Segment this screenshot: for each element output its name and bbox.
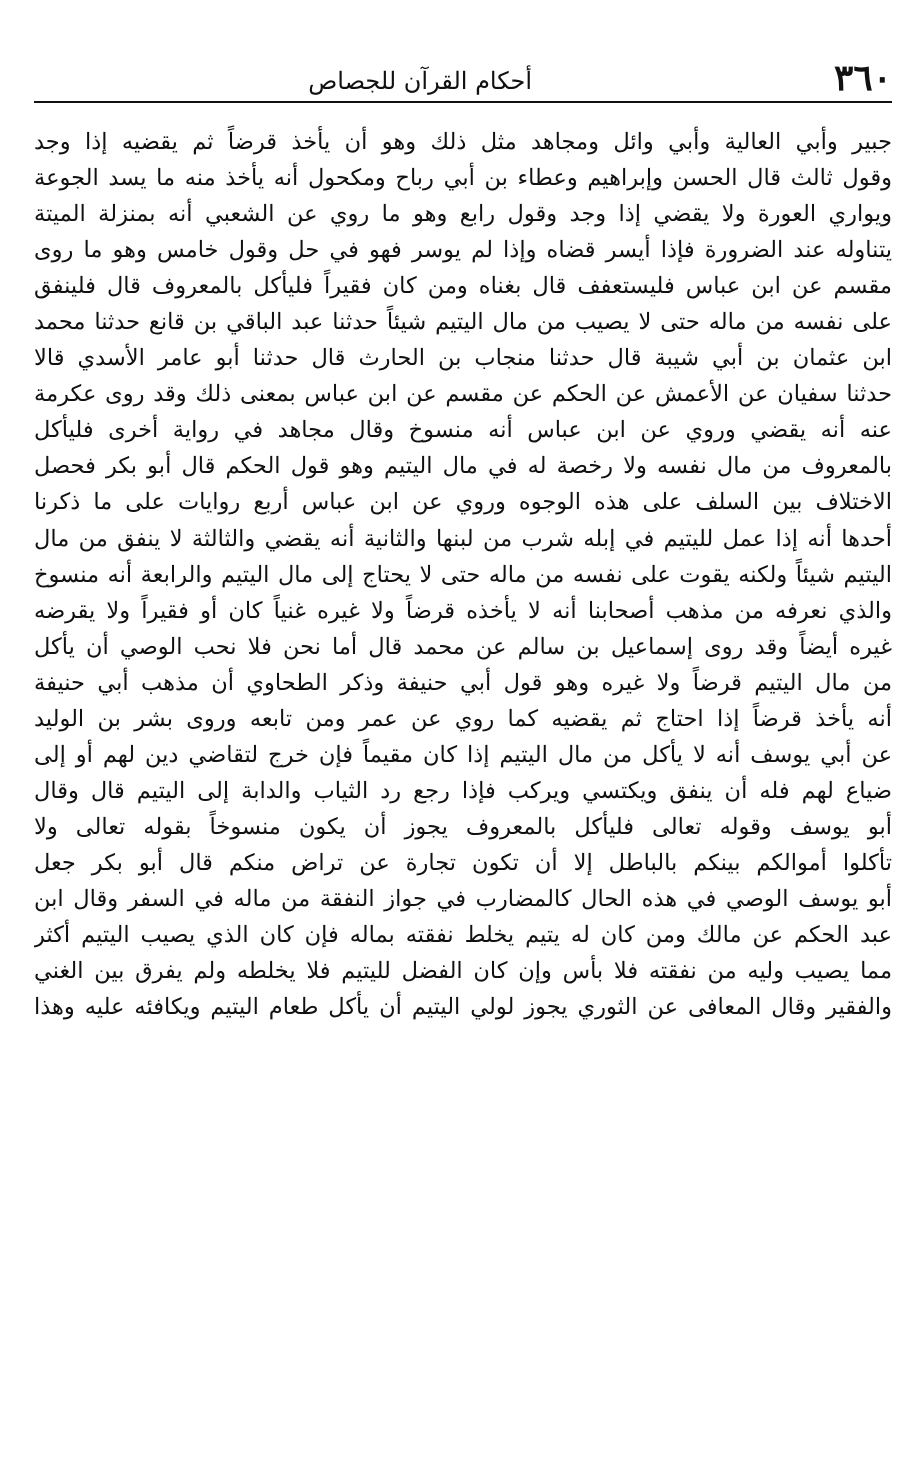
text-line-24: مما يصيب وليه من نفقته فلا بأس وإن كان الفضل لليتيم فلا يخلطه ولم يفرق بين الغني [34,958,892,985]
text-line-21: تأكلوا أموالكم بينكم بالباطل إلا أن تكون تجارة عن تراض منكم قال أبو بكر جعل [34,849,892,876]
text-line-20: أبو يوسف وقوله تعالى فليأكل بالمعروف يجوز أن يكون منسوخاً بقوله تعالى ولا [34,813,892,840]
text-line-5: مقسم عن ابن عباس فليستعفف قال بغناه ومن كان فقيراً فليأكل بالمعروف قال فلينفق [34,273,892,300]
text-line-4: يتناوله عند الضرورة فإذا أيسر قضاه وإذا لم يوسر فهو في حل وقول خامس وهو ما روى [34,237,892,264]
text-line-25: والفقير وقال المعافى عن الثوري يجوز لولي اليتيم أن يأكل طعام اليتيم ويكافئه عليه وهذا [34,994,892,1021]
text-line-12: أحدها أنه إذا عمل لليتيم في إبله شرب من لبنها والثانية أنه يقضي والثالثة لا ينفق من مال [34,525,892,552]
text-line-6: على نفسه من ماله حتى لا يصيب من مال اليتيم شيئاً حدثنا عبد الباقي بن قانع حدثنا محمد [34,309,892,336]
text-line-3: ويواري العورة ولا يقضي إذا وجد وقول رابع وهو ما روي عن الشعبي أنه بمنزلة الميتة [34,201,892,228]
page-number: ٣٦٠ [833,57,892,99]
text-line-9: عنه أنه يقضي وروي عن ابن عباس أنه منسوخ وقال مجاهد في رواية أخرى فليأكل [34,417,892,444]
text-line-16: من مال اليتيم قرضاً ولا غيره وهو قول أبي حنيفة وذكر الطحاوي أن مذهب أبي حنيفة [34,669,892,696]
text-line-11: الاختلاف بين السلف على هذه الوجوه وروي عن ابن عباس أربع روايات على ما ذكرنا [34,489,892,516]
text-line-23: عبد الحكم عن مالك ومن كان له يتيم يخلط نفقته بماله فإن كان الذي يصيب اليتيم أكثر [34,922,892,949]
text-line-17: أنه يأخذ قرضاً إذا احتاج ثم يقضيه كما روي عن عمر ومن تابعه وروى بشر بن الوليد [34,705,892,732]
text-line-13: اليتيم شيئاً ولكنه يقوت على نفسه من ماله حتى لا يحتاج إلى مال اليتيم والرابعة أنه منسوخ [34,561,892,588]
text-line-8: حدثنا سفيان عن الأعمش عن الحكم عن مقسم عن ابن عباس بمعنى ذلك وقد روى عكرمة [34,381,892,408]
text-line-22: أبو يوسف الوصي في هذه الحال كالمضارب في جواز النفقة من ماله في السفر وقال ابن [34,885,892,912]
header-rule [34,101,892,103]
text-line-15: غيره أيضاً وقد روى إسماعيل بن سالم عن محمد قال أما نحن فلا نحب الوصي أن يأكل [34,633,892,660]
text-line-19: ضياع لهم فله أن ينفق ويكتسي ويركب فإذا رجع رد الثياب والدابة إلى اليتيم قال وقال [34,777,892,804]
running-title: أحكام القرآن للجصاص [308,67,532,95]
text-line-2: وقول ثالث قال الحسن وإبراهيم وعطاء بن أبي رباح ومكحول أنه يأخذ منه ما يسد الجوعة [34,165,892,192]
text-line-7: ابن عثمان بن أبي شيبة قال حدثنا منجاب بن الحارث قال حدثنا أبو عامر الأسدي قالا [34,345,892,372]
body-text [34,124,892,1025]
text-line-18: عن أبي يوسف أنه لا يأكل من مال اليتيم إذا كان مقيماً فإن خرج لتقاضي دين لهم أو إلى [34,741,892,768]
page-header [34,58,892,100]
text-line-10: بالمعروف من مال نفسه ولا رخصة له في مال اليتيم وهو قول الحكم قال أبو بكر فحصل [34,453,892,480]
text-line-14: والذي نعرفه من مذهب أصحابنا أنه لا يأخذه قرضاً ولا غيره غنياً كان أو فقيراً ولا يقرضه [34,597,892,624]
text-line-1: جبير وأبي العالية وأبي وائل ومجاهد مثل ذلك وهو أن يأخذ قرضاً ثم يقضيه إذا وجد [34,129,892,155]
